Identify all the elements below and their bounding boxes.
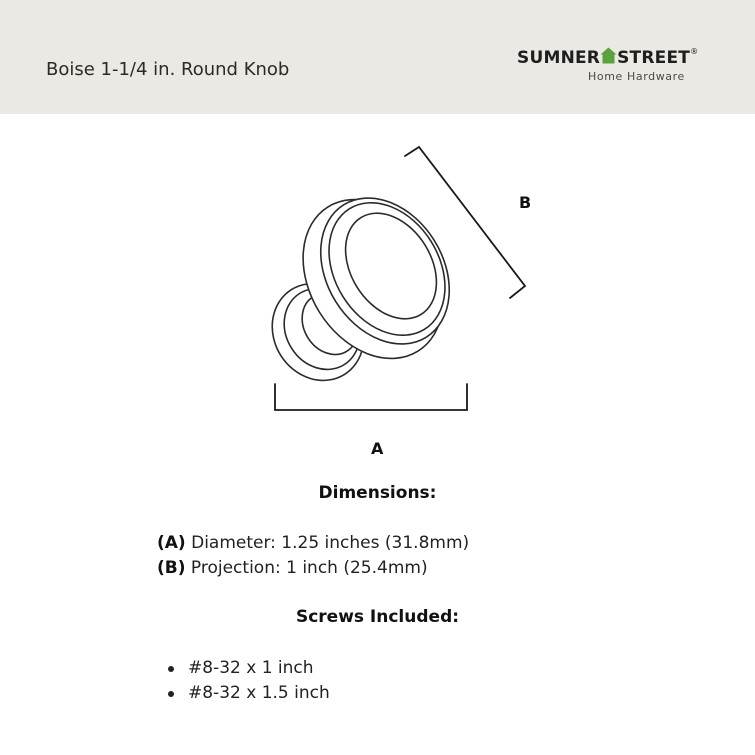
- dimension-b-text: Projection: 1 inch (25.4mm): [190, 558, 428, 578]
- list-item: [168, 681, 330, 706]
- brand-logo: [517, 47, 722, 89]
- dimension-b-key: (B): [157, 558, 186, 578]
- dimension-a-key: (A): [157, 533, 186, 553]
- screw-item-text: #8-32 x 1 inch: [188, 658, 314, 678]
- screws-heading: Screws Included:: [295, 607, 460, 627]
- house-icon: [600, 47, 617, 64]
- header-bar: [0, 0, 755, 114]
- brand-name-right: STREET: [617, 48, 691, 68]
- dimension-a-label: A: [371, 439, 384, 458]
- dimension-a-bracket: [275, 384, 467, 410]
- brand-name-left: SUMNER: [517, 48, 601, 68]
- screw-item-text: #8-32 x 1.5 inch: [188, 683, 330, 703]
- brand-logo-name: [517, 47, 698, 68]
- dimension-b-label: B: [519, 193, 532, 212]
- knob-line-art: [0, 114, 755, 474]
- dimension-a-text: Diameter: 1.25 inches (31.8mm): [191, 533, 470, 553]
- dimension-a-spec: [157, 533, 469, 553]
- bullet-icon: [168, 691, 174, 697]
- dimension-b-spec: [157, 558, 428, 578]
- dimensions-heading: Dimensions:: [318, 483, 437, 503]
- bullet-icon: [168, 666, 174, 672]
- registered-mark: ®: [690, 47, 699, 56]
- screw-list: [168, 656, 330, 706]
- list-item: [168, 656, 330, 681]
- knob-drawing: [0, 114, 755, 474]
- product-title: Boise 1-1/4 in. Round Knob: [46, 59, 290, 80]
- brand-tagline: Home Hardware: [588, 70, 685, 83]
